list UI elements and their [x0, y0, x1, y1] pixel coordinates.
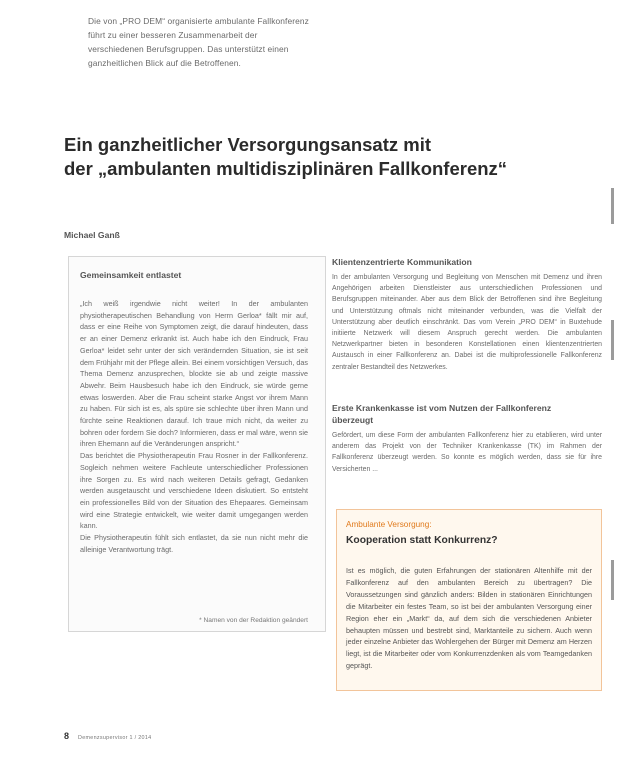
callout-text: Ist es möglich, die guten Erfahrungen der stationären Altenhilfe mit der Fallkonferenz auf den ambulanten Bereich zu übertragen? Die Voraussetzungen sind gänzlich anders: Bilden in stationären Einrichtungen die Mitarbeiter ein festes Team, so ist bei der ambulanten Versorgung einer Region eher ein „Markt“ da, auf dem sich die verschiedenen Anbieter behaupten müssen und bestrebt sind, Marktanteile zu sichern. Auch wenn jeder einzelne Anbieter das Wohlergehen der Bürger mit Demenz am Herzen liegt, ist die Mitarbeiter oder vom Konkurrenzdenken als vom Teamgedanken geprägt.: [346, 566, 592, 671]
title-line-2: der „ambulanten multidisziplinären Fallkonferenz“: [64, 158, 508, 179]
page-edge-mark-3: [611, 560, 614, 600]
footnote: * Namen von der Redaktion geändert: [199, 617, 308, 624]
box-paragraph-2: Das berichtet die Physiotherapeutin Frau Rosner in der Fallkonferenz. Sogleich nehmen weitere Fachleute unterschiedlicher Professionen ihre Sorgen zu. Es wird nach weiteren Details gefragt, Gedanken werden ausgetauscht und verschiedene Ideen diskutiert. So entsteht ein professionelles Bild von der Situation des Ehepaares. Gemeinsam wird eine Strategie entwickelt, wie weiter damit umgegangen werden kann.: [80, 451, 308, 531]
box-body: [80, 298, 308, 555]
callout-kicker: Ambulante Versorgung:: [346, 520, 432, 529]
author: Michael Ganß: [64, 230, 120, 240]
callout-title: Kooperation statt Konkurrenz?: [346, 535, 498, 546]
box-paragraph-1: „Ich weiß irgendwie nicht weiter! In der ambulanten physiotherapeutischen Behandlung von Herrn Gerloa* fällt mir auf, dass er eine Reihe von Symptomen zeigt, die darauf hindeuten, dass er an einer Demenz erkrankt ist. Auch habe ich den Eindruck, Frau Gerloa* leidet sehr unter der sich verändernden Situation, sie ist seit dem Frühjahr mit der Pflege allein. Bei einem vorsichtigen Versuch, das Thema Demenz anzusprechen, blockte sie ab und zeigte massive Abwehr. Beim Hausbesuch habe ich den Eindruck, sie würde gerne etwas loswerden. Aber die Frau scheint starke Angst vor ihrem Mann zu haben. Für sich ist es, als spüre sie schlechte über ihren Mann und fürchte seine Reaktionen darauf. Ich traue mich nicht, da weiter zu bohren oder fordern Sie doch? Informieren, dass er mal wäre, wenn sie ihren Ehemann auf die Veränderungen anspricht.“: [80, 299, 308, 449]
section-heading-insurance: Erste Krankenkasse ist vom Nutzen der Fallkonferenz überzeugt: [332, 403, 552, 425]
box-heading: Gemeinsamkeit entlastet: [80, 270, 182, 280]
page-number: 8: [64, 731, 70, 741]
article-title: [64, 133, 584, 181]
title-line-1: Ein ganzheitlicher Versorgungsansatz mit: [64, 134, 432, 155]
page-edge-mark-2: [611, 320, 614, 360]
box-paragraph-3: Die Physiotherapeutin fühlt sich entlastet, da sie nun nicht mehr die alleinige Verantwortung trägt.: [80, 533, 308, 554]
section-text-communication: In der ambulanten Versorgung und Begleitung von Menschen mit Demenz und ihren Angehörigen arbeiten Dienstleister aus unterschiedlichen Professionen und Berufsgruppen miteinander. Aber aus dem Blick der Betroffenen sind ihre Begleitung und Unterstützung oftmals nicht miteinander verbunden, was die Vielfalt der Unterstützung aber deutlich einschränkt. Das vom Verein „PRO DEM“ in Buxtehude initiierte Netzwerk will diesem Anspruch gerecht werden. Die ambulanten Netzwerkpartner bieten in besonderen Konstellationen einen klientenzentrierten Austausch in einer Fallkonferenz an. Dabei ist die multiprofessionelle Fallkonferenz zentraler Bestandteil des Netzwerkes.: [332, 274, 602, 371]
magazine-footer: Demenzsupervisor 1 / 2014: [78, 735, 152, 741]
page-edge-mark-1: [611, 188, 614, 224]
section-heading-communication: Klientenzentrierte Kommunikation: [332, 257, 472, 267]
intro-text: Die von „PRO DEM“ organisierte ambulante Fallkonferenz führt zu einer besseren Zusammenarbeit der verschiedenen Berufsgruppen. Das unterstützt einen ganzheitlichen Blick auf die Betroffenen.: [88, 16, 309, 68]
section-text-insurance: Gefördert, um diese Form der ambulanten Fallkonferenz hier zu etablieren, wird unter anderem das Projekt von der Techniker Krankenkasse (TK) im Rahmen der Fallkonferenz überzeugt werden. So konnte es möglich werden, dass sie für ihre Versicherten ...: [332, 432, 602, 473]
